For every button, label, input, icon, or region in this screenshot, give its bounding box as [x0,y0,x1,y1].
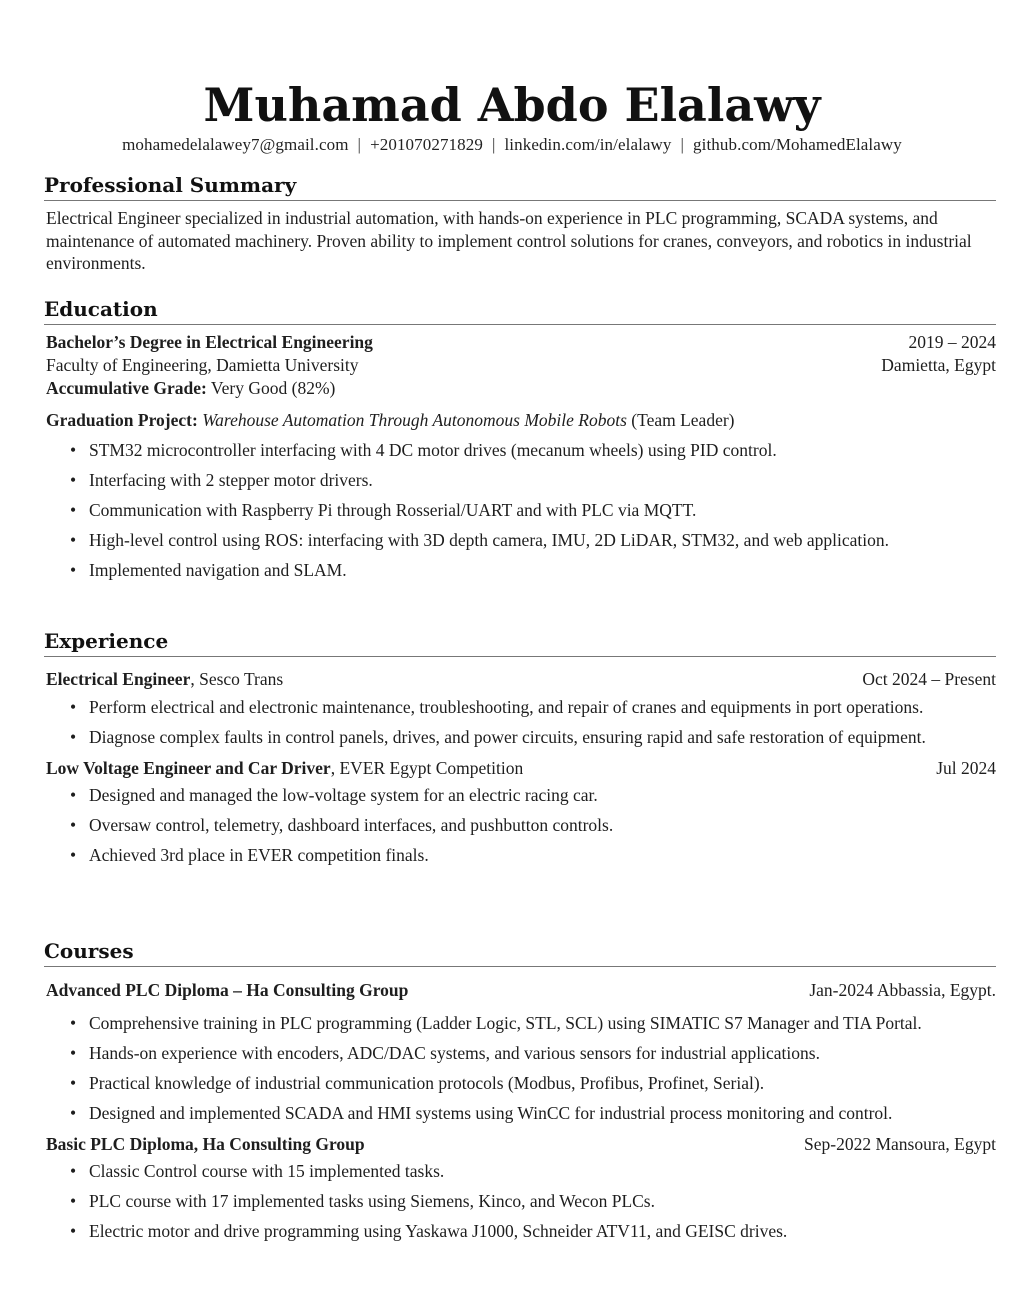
grade [46,377,335,400]
courses-section [44,938,996,1243]
list-item: • Comprehensive training in PLC programming (Ladder Logic, STL, SCL) using SIMATIC S7 Manager and TIA Portal. [89,1012,996,1035]
summary-text: Electrical Engineer specialized in industrial automation, with hands-on experience in PLC programming, SCADA systems, and maintenance of automated machinery. Proven ability to implement control solutions for cranes, conveyors, and robotics in industrial environments. [46,208,972,273]
course-meta: Sep-2022 Mansoura, Egypt [804,1134,996,1154]
job-role: Low Voltage Engineer and Car Driver [46,758,331,778]
github-link[interactable]: github.com/MohamedElalawy [693,135,902,154]
list-item: • Designed and implemented SCADA and HMI systems using WinCC for industrial process monitoring and control. [89,1102,996,1125]
grade-label: Accumulative Grade: [46,378,207,398]
list-item: • Achieved 3rd place in EVER competition finals. [89,844,996,867]
job-dates: Jul 2024 [936,758,996,778]
education-dates: 2019 – 2024 [908,332,996,352]
course-header [46,979,996,1002]
education-location: Damietta, Egypt [881,355,996,375]
list-item: • Hands-on experience with encoders, ADC/DAC systems, and various sensors for industrial applications. [89,1042,996,1065]
course-name: Advanced PLC Diploma – Ha Consulting Group [46,980,409,1000]
graduation-project [46,409,735,432]
education-section [44,296,996,582]
degree: Bachelor’s Degree in Electrical Engineering [46,332,373,352]
job-bullets [46,784,996,867]
course-name: Basic PLC Diploma, Ha Consulting Group [46,1134,365,1154]
job-org: , Sesco Trans [190,669,284,689]
list-item: • Interfacing with 2 stepper motor drivers. [89,469,996,492]
list-item: • Implemented navigation and SLAM. [89,559,996,582]
section-title: Experience [44,628,996,657]
job-role: Electrical Engineer [46,669,191,689]
separator: | [357,135,362,154]
summary-section [44,172,996,275]
job-bullets [46,696,996,749]
separator: | [680,135,685,154]
separator: | [491,135,496,154]
project-label: Graduation Project: [46,410,198,430]
list-item: • Practical knowledge of industrial communication protocols (Modbus, Profibus, Profinet, Serial). [89,1072,996,1095]
candidate-name: Muhamad Abdo Elalawy [203,77,821,132]
course-header [46,1133,996,1156]
list-item: • Diagnose complex faults in control panels, drives, and power circuits, ensuring rapid and safe restoration of equipment. [89,726,996,749]
section-title: Courses [44,938,996,967]
job-dates: Oct 2024 – Present [862,669,996,689]
job-org: , EVER Egypt Competition [330,758,524,778]
project-role: (Team Leader) [626,410,735,430]
list-item: • High-level control using ROS: interfacing with 3D depth camera, IMU, 2D LiDAR, STM32, and web application. [89,529,996,552]
section-title: Professional Summary [44,172,996,201]
linkedin-link[interactable]: linkedin.com/in/elalawy [504,135,672,154]
project-title: Warehouse Automation Through Autonomous Mobile Robots [202,410,627,430]
email-link[interactable]: mohamedelalawey7@gmail.com [122,135,349,154]
course-meta: Jan-2024 Abbassia, Egypt. [809,980,996,1000]
contact-line [0,134,1024,156]
list-item: • Oversaw control, telemetry, dashboard interfaces, and pushbutton controls. [89,814,996,837]
course-bullets [46,1160,996,1243]
phone-link[interactable]: +201070271829 [370,135,483,154]
grade-value: Very Good (82%) [206,378,336,398]
job-header [46,757,996,780]
course-bullets [46,1012,996,1125]
list-item: • Electric motor and drive programming using Yaskawa J1000, Schneider ATV11, and GEISC drives. [89,1220,996,1243]
list-item: • Designed and managed the low-voltage system for an electric racing car. [89,784,996,807]
project-bullets [46,439,996,582]
list-item: • Classic Control course with 15 implemented tasks. [89,1160,996,1183]
list-item: • PLC course with 17 implemented tasks using Siemens, Kinco, and Wecon PLCs. [89,1190,996,1213]
list-item: • Perform electrical and electronic maintenance, troubleshooting, and repair of cranes and equipments in port operations. [89,696,996,719]
list-item: • STM32 microcontroller interfacing with 4 DC motor drives (mecanum wheels) using PID control. [89,439,996,462]
institution: Faculty of Engineering, Damietta University [46,355,359,375]
list-item: • Communication with Raspberry Pi through Rosserial/UART and with PLC via MQTT. [89,499,996,522]
experience-section [44,628,996,867]
job-header [46,668,996,691]
section-title: Education [44,296,996,325]
